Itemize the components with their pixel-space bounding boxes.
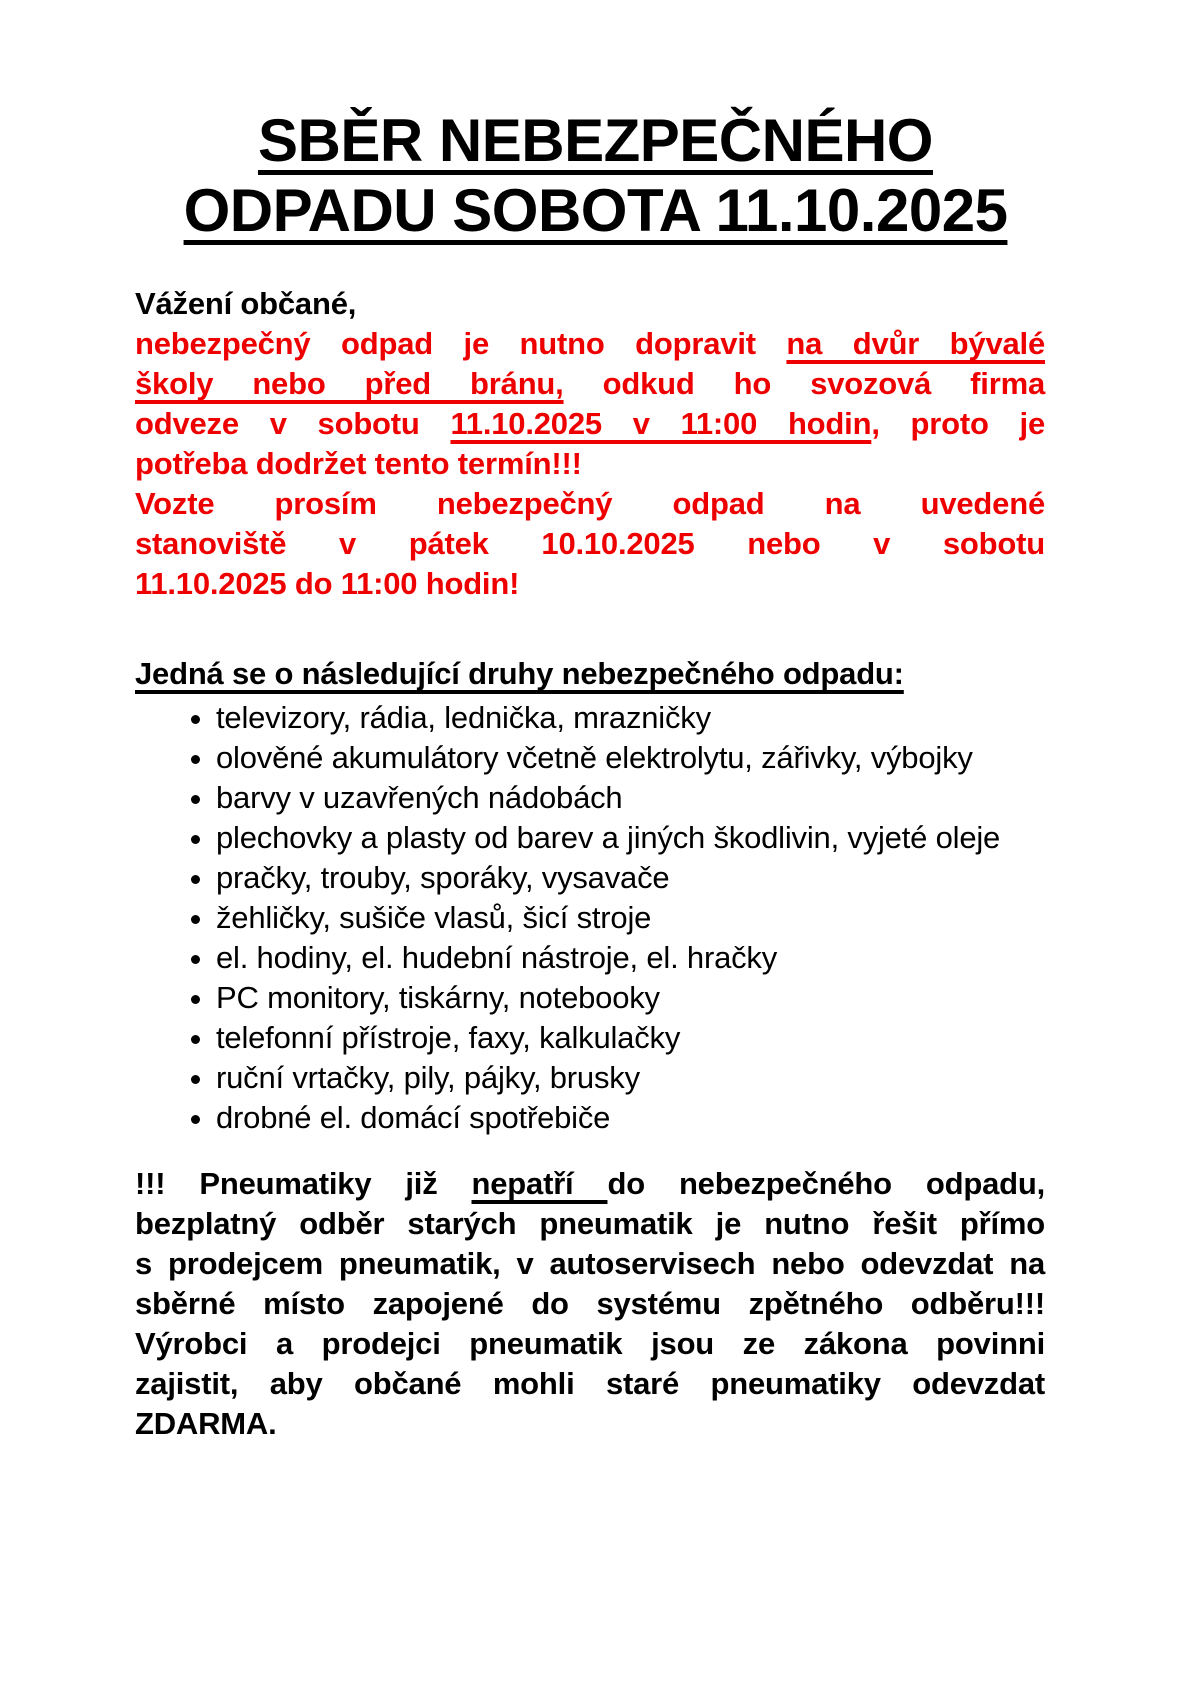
- text-line: [135, 324, 1045, 364]
- underlined-text: nepatří: [471, 1166, 608, 1201]
- list-item: • barvy v uzavřených nádobách: [216, 778, 1045, 818]
- text-segment: potřeba dodržet tento termín!!!: [135, 446, 582, 481]
- text-segment: ZDARMA.: [135, 1406, 277, 1441]
- text-line: [135, 404, 1045, 444]
- document-body: [135, 284, 1045, 1444]
- text-line: [135, 484, 1045, 524]
- tires-notice: [135, 1164, 1045, 1444]
- waste-list-heading: Jedná se o následující druhy nebezpečného odpadu:: [135, 656, 904, 691]
- underlined-text: na dvůr bývalé: [786, 326, 1045, 361]
- text-line: [135, 1404, 1045, 1444]
- text-line: [135, 564, 1045, 604]
- text-line: [135, 1164, 1045, 1204]
- text-segment: , proto je: [871, 406, 1045, 441]
- underlined-text: 11.10.2025 v 11:00 hodin: [450, 406, 872, 441]
- list-item: • PC monitory, tiskárny, notebooky: [216, 978, 1045, 1018]
- text-segment: odveze v sobotu: [135, 406, 451, 441]
- text-line: [135, 1284, 1045, 1324]
- list-item: • pračky, trouby, sporáky, vysavače: [216, 858, 1045, 898]
- text-segment: s prodejcem pneumatik, v autoservisech nebo odevzdat na: [135, 1246, 1045, 1281]
- document-title-line-1: SBĚR NEBEZPEČNÉHO: [258, 107, 933, 174]
- text-line: [135, 364, 1045, 404]
- underlined-text: školy nebo před bránu,: [135, 366, 564, 401]
- list-item: • ruční vrtačky, pily, pájky, brusky: [216, 1058, 1045, 1098]
- text-segment: nebezpečný odpad je nutno dopravit: [135, 326, 787, 361]
- list-item: • televizory, rádia, lednička, mrazničky: [216, 698, 1045, 738]
- text-segment: stanoviště v pátek 10.10.2025 nebo v sobotu: [135, 526, 1045, 561]
- text-segment: sběrné místo zapojené do systému zpětného odběru!!!: [135, 1286, 1045, 1321]
- list-item: • olověné akumulátory včetně elektrolytu, zářivky, výbojky: [216, 738, 1045, 778]
- text-line: [135, 1364, 1045, 1404]
- text-line: [135, 1244, 1045, 1284]
- text-segment: do nebezpečného odpadu,: [607, 1166, 1045, 1201]
- text-segment: Výrobci a prodejci pneumatik jsou ze zákona povinni: [135, 1326, 1045, 1361]
- text-segment: !!! Pneumatiky již: [135, 1166, 472, 1201]
- waste-list: [135, 698, 1045, 1138]
- document-title-line-2: ODPADU SOBOTA 11.10.2025: [183, 177, 1008, 244]
- list-item: • žehličky, sušiče vlasů, šicí stroje: [216, 898, 1045, 938]
- text-segment: zajistit, aby občané mohli staré pneumatiky odevzdat: [135, 1366, 1045, 1401]
- text-line: [135, 524, 1045, 564]
- text-line: [135, 1204, 1045, 1244]
- greeting-text: Vážení občané,: [135, 286, 357, 321]
- hazardous-waste-notice: [135, 324, 1045, 604]
- text-segment: 11.10.2025 do 11:00 hodin!: [135, 566, 520, 601]
- list-item: • el. hodiny, el. hudební nástroje, el. hračky: [216, 938, 1045, 978]
- section-spacer: [135, 1138, 1045, 1164]
- list-item: • telefonní přístroje, faxy, kalkulačky: [216, 1018, 1045, 1058]
- text-segment: Vozte prosím nebezpečný odpad na uvedené: [135, 486, 1045, 521]
- list-item: • plechovky a plasty od barev a jiných škodlivin, vyjeté oleje: [216, 818, 1045, 858]
- text-line: [135, 444, 1045, 484]
- list-item: • drobné el. domácí spotřebiče: [216, 1098, 1045, 1138]
- text-segment: bezplatný odběr starých pneumatik je nutno řešit přímo: [135, 1206, 1045, 1241]
- text-line: [135, 1324, 1045, 1364]
- section-spacer: [135, 604, 1045, 654]
- document-title: [0, 106, 1191, 246]
- text-segment: odkud ho svozová firma: [563, 366, 1045, 401]
